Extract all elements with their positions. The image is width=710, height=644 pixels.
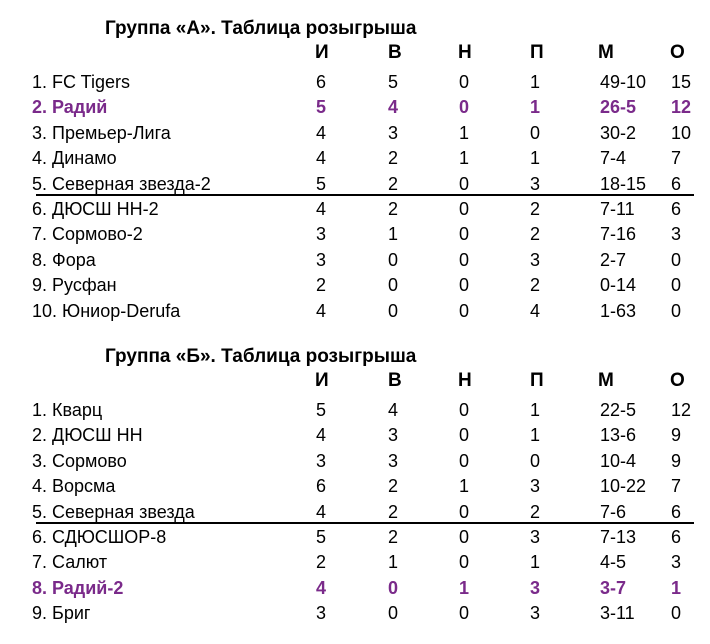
- points: 12: [671, 97, 692, 118]
- games-played: 4: [316, 300, 327, 321]
- points: 3: [671, 224, 682, 245]
- goals: 22-5: [600, 400, 637, 420]
- draws: 0: [459, 603, 470, 624]
- wins: 2: [388, 199, 399, 219]
- table-row: [0, 70, 710, 95]
- points: 9: [671, 450, 682, 471]
- table-row: [0, 197, 710, 222]
- goals: 7-16: [600, 224, 637, 245]
- goals: 1-63: [600, 300, 637, 321]
- wins: 2: [388, 476, 399, 497]
- group-a-header-row: [0, 42, 710, 68]
- goals: 4-5: [600, 552, 627, 573]
- losses: 2: [530, 275, 541, 296]
- team-name: 6. СДЮСШОР-8: [32, 527, 167, 547]
- losses: 3: [530, 476, 541, 497]
- wins: 3: [388, 122, 399, 143]
- losses: 3: [530, 527, 541, 547]
- wins: 2: [388, 173, 399, 194]
- wins: 2: [388, 501, 399, 522]
- wins: 1: [388, 552, 399, 573]
- losses: 2: [530, 199, 541, 219]
- wins: 2: [388, 148, 399, 169]
- games-played: 4: [316, 501, 327, 522]
- wins: 4: [388, 400, 399, 420]
- points: 0: [671, 603, 682, 624]
- wins: 5: [388, 72, 399, 92]
- team-name: 8. Фора: [32, 249, 96, 270]
- draws: 0: [459, 552, 470, 573]
- header-points: О: [670, 370, 685, 391]
- header-points: О: [670, 42, 685, 63]
- wins: 3: [388, 425, 399, 446]
- header-games: И: [315, 42, 329, 63]
- points: 6: [671, 527, 682, 547]
- group-b-divider: [36, 522, 694, 524]
- team-name: 3. Сормово: [32, 450, 127, 471]
- team-name: 4. Динамо: [32, 148, 117, 169]
- header-losses: П: [530, 42, 544, 63]
- wins: 0: [388, 249, 399, 270]
- table-row: [0, 273, 710, 298]
- goals: 7-13: [600, 527, 637, 547]
- losses: 0: [530, 450, 541, 471]
- table-row: [0, 576, 710, 601]
- games-played: 5: [316, 400, 327, 420]
- points: 6: [671, 501, 682, 522]
- wins: 0: [388, 300, 399, 321]
- losses: 1: [530, 72, 541, 92]
- team-name: 1. FC Tigers: [32, 72, 131, 92]
- draws: 0: [459, 199, 470, 219]
- games-played: 5: [316, 173, 327, 194]
- draws: 0: [459, 72, 470, 92]
- losses: 1: [530, 97, 541, 118]
- points: 7: [671, 148, 682, 169]
- team-name: 9. Бриг: [32, 603, 91, 624]
- draws: 1: [459, 577, 470, 598]
- wins: 0: [388, 603, 399, 624]
- games-played: 3: [316, 249, 327, 270]
- points: 10: [671, 122, 692, 143]
- games-played: 4: [316, 199, 327, 219]
- team-name: 2. ДЮСШ НН: [32, 425, 143, 446]
- goals: 0-14: [600, 275, 637, 296]
- goals: 13-6: [600, 425, 637, 446]
- points: 6: [671, 199, 682, 219]
- goals: 7-6: [600, 501, 627, 522]
- table-row: [0, 146, 710, 171]
- games-played: 5: [316, 97, 327, 118]
- games-played: 4: [316, 425, 327, 446]
- header-losses: П: [530, 370, 544, 391]
- group-b-title: Группа «Б». Таблица розыгрыша: [105, 346, 417, 367]
- draws: 1: [459, 148, 470, 169]
- games-played: 5: [316, 527, 327, 547]
- draws: 0: [459, 173, 470, 194]
- games-played: 3: [316, 603, 327, 624]
- team-name: 5. Северная звезда: [32, 501, 195, 522]
- goals: 10-22: [600, 476, 647, 497]
- team-name: 1. Кварц: [32, 400, 103, 420]
- draws: 0: [459, 224, 470, 245]
- losses: 1: [530, 425, 541, 446]
- header-goals: М: [598, 370, 614, 391]
- losses: 3: [530, 603, 541, 624]
- team-name: 7. Салют: [32, 552, 108, 573]
- goals: 2-7: [600, 249, 627, 270]
- goals: 3-11: [600, 603, 635, 624]
- draws: 0: [459, 501, 470, 522]
- group-b-header-row: [0, 370, 710, 396]
- losses: 2: [530, 501, 541, 522]
- table-row: [0, 95, 710, 120]
- goals: 7-4: [600, 148, 627, 169]
- draws: 1: [459, 122, 470, 143]
- wins: 0: [388, 275, 399, 296]
- team-name: 7. Сормово-2: [32, 224, 143, 245]
- goals: 3-7: [600, 577, 627, 598]
- wins: 1: [388, 224, 399, 245]
- table-row: [0, 398, 710, 423]
- draws: 0: [459, 275, 470, 296]
- draws: 0: [459, 97, 470, 118]
- goals: 49-10: [600, 72, 647, 92]
- goals: 30-2: [600, 122, 637, 143]
- header-games: И: [315, 370, 329, 391]
- group-a-title: Группа «А». Таблица розыгрыша: [105, 18, 417, 39]
- table-row: [0, 248, 710, 273]
- team-name: 4. Ворсма: [32, 476, 116, 497]
- goals: 18-15: [600, 173, 647, 194]
- losses: 4: [530, 300, 541, 321]
- header-draws: Н: [458, 42, 472, 63]
- header-draws: Н: [458, 370, 472, 391]
- table-row: [0, 423, 710, 448]
- points: 7: [671, 476, 682, 497]
- draws: 0: [459, 400, 470, 420]
- games-played: 3: [316, 224, 327, 245]
- table-row: [0, 474, 710, 499]
- losses: 2: [530, 224, 541, 245]
- points: 9: [671, 425, 682, 446]
- points: 0: [671, 275, 682, 296]
- table-row: [0, 299, 710, 324]
- losses: 1: [530, 400, 541, 420]
- group-a-divider: [36, 194, 694, 196]
- draws: 0: [459, 450, 470, 471]
- losses: 1: [530, 552, 541, 573]
- team-name: 6. ДЮСШ НН-2: [32, 199, 159, 219]
- team-name: 10. Юниор-Derufa: [32, 300, 181, 321]
- draws: 0: [459, 425, 470, 446]
- team-name: 2. Радий: [32, 97, 108, 118]
- games-played: 2: [316, 552, 327, 573]
- wins: 0: [388, 577, 399, 598]
- goals: 26-5: [600, 97, 637, 118]
- header-wins: В: [388, 370, 402, 391]
- team-name: 8. Радий-2: [32, 577, 124, 598]
- losses: 3: [530, 173, 541, 194]
- draws: 0: [459, 249, 470, 270]
- wins: 4: [388, 97, 399, 118]
- wins: 2: [388, 527, 399, 547]
- draws: 0: [459, 300, 470, 321]
- table-row: [0, 121, 710, 146]
- losses: 0: [530, 122, 541, 143]
- games-played: 4: [316, 122, 327, 143]
- table-row: [0, 525, 710, 550]
- points: 1: [671, 577, 682, 598]
- goals: 7-11: [600, 199, 635, 219]
- team-name: 3. Премьер-Лига: [32, 122, 171, 143]
- games-played: 4: [316, 577, 327, 598]
- draws: 0: [459, 527, 470, 547]
- losses: 1: [530, 148, 541, 169]
- header-goals: М: [598, 42, 614, 63]
- games-played: 4: [316, 148, 327, 169]
- games-played: 3: [316, 450, 327, 471]
- table-row: [0, 449, 710, 474]
- draws: 1: [459, 476, 470, 497]
- team-name: 9. Русфан: [32, 275, 117, 296]
- points: 6: [671, 173, 682, 194]
- losses: 3: [530, 249, 541, 270]
- table-row: [0, 601, 710, 626]
- header-wins: В: [388, 42, 402, 63]
- table-row: [0, 550, 710, 575]
- table-row: [0, 222, 710, 247]
- wins: 3: [388, 450, 399, 471]
- points: 0: [671, 249, 682, 270]
- games-played: 6: [316, 476, 327, 497]
- losses: 3: [530, 577, 541, 598]
- team-name: 5. Северная звезда-2: [32, 173, 211, 194]
- games-played: 2: [316, 275, 327, 296]
- points: 12: [671, 400, 692, 420]
- games-played: 6: [316, 72, 327, 92]
- goals: 10-4: [600, 450, 637, 471]
- points: 0: [671, 300, 682, 321]
- points: 15: [671, 72, 692, 92]
- points: 3: [671, 552, 682, 573]
